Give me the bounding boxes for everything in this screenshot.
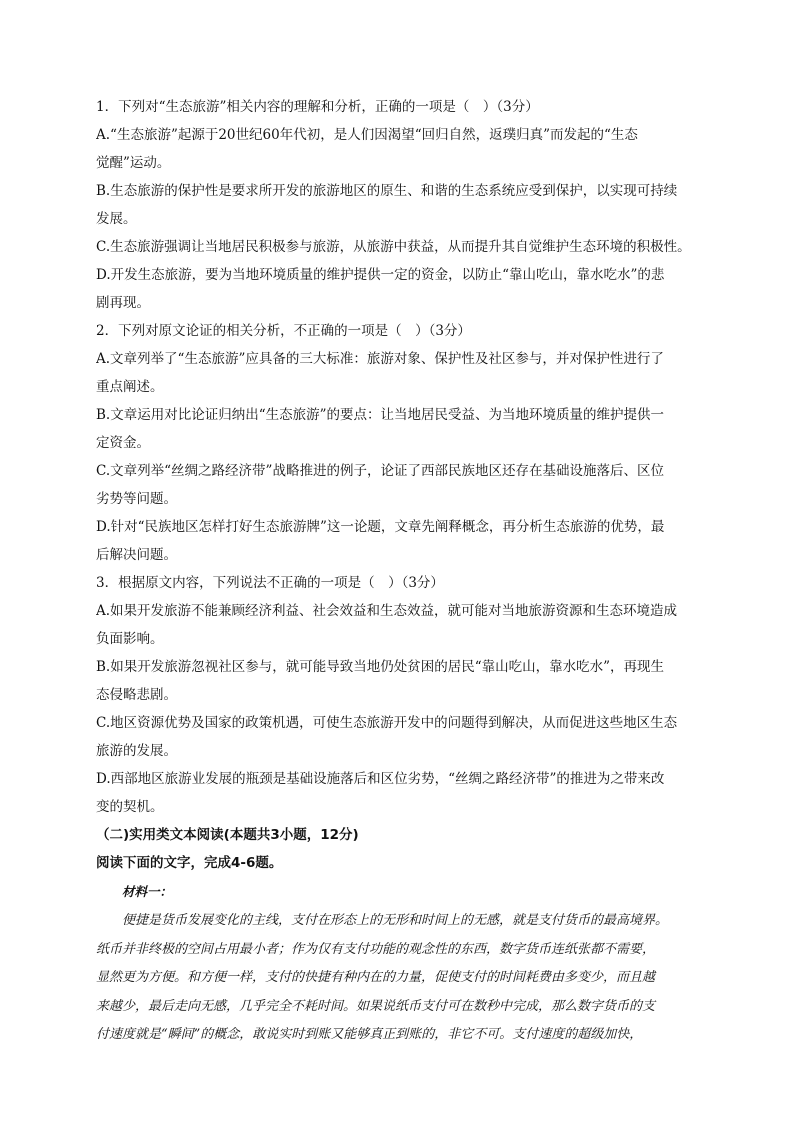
- question-stem: 1．下列对“生态旅游”相关内容的理解和分析，正确的一项是（ ）（3分）: [96, 99, 539, 115]
- section-instruction: 阅读下面的文字，完成4-6题。: [96, 855, 283, 871]
- option-line: A.如果开发旅游不能兼顾经济利益、社会效益和生态效益，就可能对当地旅游资源和生态环境造成: [96, 603, 678, 619]
- option-line: 负面影响。: [96, 631, 164, 647]
- option-line: 态侵略悲剧。: [96, 687, 177, 703]
- option-line: 重点阐述。: [96, 379, 164, 395]
- question-stem: 3．根据原文内容，下列说法不正确的一项是（ ）（3分）: [96, 575, 444, 591]
- material-line: 纸币并非终极的空间占用最小者；作为仅有支付功能的观念性的东西，数字货币连纸张都不需要，: [96, 941, 656, 957]
- material-label: 材料一：: [122, 884, 173, 899]
- option-line: C.文章列举“丝绸之路经济带”战略推进的例子，论证了西部民族地区还存在基础设施落后、区位: [96, 463, 664, 479]
- question-3: [96, 569, 700, 821]
- material-line: 付速度就是“瞬间”的概念，敢说实时到账又能够真正到账的，非它不可。支付速度的超级加快，: [96, 1027, 643, 1042]
- material-text: [96, 907, 700, 1050]
- question-stem: 2．下列对原文论证的相关分析，不正确的一项是（ ）（3分）: [96, 323, 471, 339]
- option-line: 觉醒”运动。: [96, 155, 171, 171]
- option-line: B.如果开发旅游忽视社区参与，就可能导致当地仍处贫困的居民“靠山吃山，靠水吃水”，再现生: [96, 659, 665, 675]
- section-heading: （二)实用类文本阅读(本题共3小题，12分): [96, 827, 359, 843]
- option-line: 剧再现。: [96, 295, 150, 311]
- option-line: D.开发生态旅游，要为当地环境质量的维护提供一定的资金，以防止“靠山吃山，靠水吃水”的悲: [96, 267, 665, 283]
- option-line: D.西部地区旅游业发展的瓶颈是基础设施落后和区位劣势，“丝绸之路经济带”的推进为之带来改: [96, 771, 665, 787]
- option-line: A.文章列举了“生态旅游”应具备的三大标准：旅游对象、保护性及社区参与，并对保护性进行了: [96, 351, 664, 367]
- material-line: 显然更为方便。和方便一样，支付的快捷有种内在的力量，促使支付的时间耗费由多变少，而且越: [96, 970, 656, 985]
- question-1: [96, 93, 700, 317]
- option-line: 发展。: [96, 211, 137, 227]
- option-line: 后解决问题。: [96, 547, 177, 563]
- option-line: 旅游的发展。: [96, 743, 177, 759]
- option-line: B.生态旅游的保护性是要求所开发的旅游地区的原生、和谐的生态系统应受到保护，以实现可持续: [96, 183, 678, 199]
- option-line: C.地区资源优势及国家的政策机遇，可使生态旅游开发中的问题得到解决，从而促进这些地区生态: [96, 715, 678, 731]
- page-content: [96, 93, 700, 1050]
- option-line: A.“生态旅游”起源于20世纪60年代初，是人们因渴望“回归自然，返璞归真”而发起的“生态: [96, 127, 638, 143]
- option-line: D.针对“民族地区怎样打好生态旅游牌”这一论题，文章先阐释概念，再分析生态旅游的优势，最: [96, 519, 665, 535]
- material-line: 来越少，最后走向无感，几乎完全不耗时间。如果说纸币支付可在数秒中完成，那么数字货币的支: [96, 998, 656, 1014]
- option-line: 劣势等问题。: [96, 491, 177, 507]
- option-line: 变的契机。: [96, 799, 164, 815]
- option-line: 定资金。: [96, 435, 150, 451]
- option-line: B.文章运用对比论证归纳出“生态旅游”的要点：让当地居民受益、为当地环境质量的维护提供一: [96, 407, 665, 423]
- material-line: 便捷是货币发展变化的主线，支付在形态上的无形和时间上的无感，就是支付货币的最高境界。: [122, 913, 669, 928]
- option-line: C.生态旅游强调让当地居民积极参与旅游，从旅游中获益，从而提升其自觉维护生态环境的积极性。: [96, 239, 691, 255]
- question-2: [96, 317, 700, 569]
